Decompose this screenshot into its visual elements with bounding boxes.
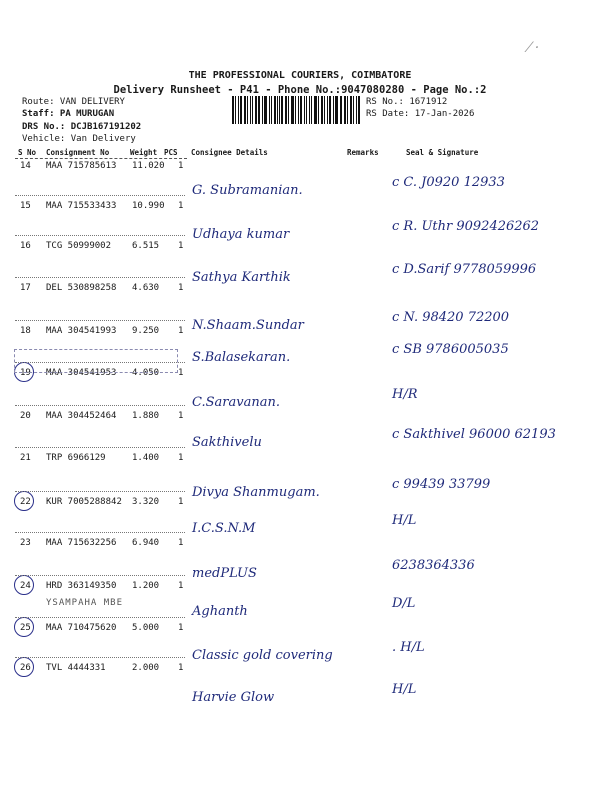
row-pcs: 1 <box>178 453 184 463</box>
row-divider <box>15 617 185 618</box>
vehicle-label: Vehicle: Van Delivery <box>22 134 136 144</box>
consignee-handwriting: Harvie Glow <box>192 690 275 705</box>
row-sno: 26 <box>20 663 31 673</box>
row-weight: 5.000 <box>132 623 160 633</box>
row-sno: 25 <box>20 623 31 633</box>
row-consignment-no: HRD 363149350 <box>46 581 117 591</box>
consignee-handwriting: Classic gold covering <box>192 648 333 663</box>
barcode <box>232 96 362 124</box>
row-sno: 22 <box>20 497 31 507</box>
consignee-handwriting: Sakthivelu <box>192 435 262 450</box>
barcode-bar <box>318 96 319 124</box>
row-pcs: 1 <box>178 581 184 591</box>
row-pcs: 1 <box>178 623 184 633</box>
row-divider <box>15 491 185 492</box>
barcode-bar <box>309 96 310 124</box>
barcode-bar <box>298 96 299 124</box>
rs-date: RS Date: 17-Jan-2026 <box>366 109 475 119</box>
consignee-handwriting: N.Shaam.Sundar <box>192 318 304 333</box>
barcode-bar <box>250 96 251 124</box>
barcode-bar <box>274 96 276 124</box>
row-sno: 21 <box>20 453 31 463</box>
barcode-bar <box>291 96 294 124</box>
row-weight: 1.880 <box>132 411 160 421</box>
signature-handwriting: D/L <box>392 596 416 611</box>
barcode-bar <box>358 96 360 124</box>
corner-mark: ⁄ · <box>528 40 540 56</box>
barcode-bar <box>262 96 263 124</box>
row-weight: 2.000 <box>132 663 160 673</box>
barcode-bar <box>344 96 346 124</box>
row-divider <box>15 277 185 278</box>
row-consignment-no: KUR 7005288842 <box>46 497 122 507</box>
circle-mark <box>14 491 34 511</box>
barcode-bar <box>240 96 242 124</box>
row-pcs: 1 <box>178 201 184 211</box>
row-weight: 1.200 <box>132 581 160 591</box>
row-weight: 6.940 <box>132 538 160 548</box>
row-consignment-no: TVL 4444331 <box>46 663 106 673</box>
row-consignment-no: TRP 6966129 <box>46 453 106 463</box>
staff-label: Staff: PA MURUGAN <box>22 109 115 119</box>
row-sno: 17 <box>20 283 31 293</box>
row-consignment-no: MAA 715785613 <box>46 161 117 171</box>
row-sno: 23 <box>20 538 31 548</box>
row-divider <box>15 532 185 533</box>
row-sno: 18 <box>20 326 31 336</box>
barcode-bar <box>244 96 247 124</box>
row-pcs: 1 <box>178 663 184 673</box>
barcode-bar <box>341 96 342 124</box>
signature-handwriting: H/L <box>392 682 417 697</box>
signature-handwriting: . H/L <box>392 640 425 655</box>
row-divider <box>15 320 185 321</box>
barcode-bar <box>279 96 280 124</box>
signature-handwriting: c C. J0920 12933 <box>392 175 505 190</box>
route-label: Route: VAN DELIVERY <box>22 97 125 107</box>
barcode-bar <box>235 96 236 124</box>
row-consignment-no: MAA 304541993 <box>46 326 117 336</box>
signature-handwriting: c R. Uthr 9092426262 <box>392 219 540 234</box>
col-consignee: Consignee Details <box>191 148 268 157</box>
barcode-bar <box>232 96 234 124</box>
consignee-handwriting: Divya Shanmugam. <box>192 485 320 500</box>
barcode-bar <box>238 96 239 124</box>
row-sno: 20 <box>20 411 31 421</box>
row-divider <box>15 405 185 406</box>
barcode-bar <box>271 96 272 124</box>
runsheet-title: Delivery Runsheet - P41 - Phone No.:9047080280 - Page No.:2 <box>113 84 487 96</box>
barcode-bar <box>277 96 278 124</box>
row-pcs: 1 <box>178 497 184 507</box>
row-sno: 19 <box>20 368 31 378</box>
barcode-bar <box>281 96 283 124</box>
barcode-bar <box>252 96 253 124</box>
signature-handwriting: H/L <box>392 513 417 528</box>
col-weight: Weight <box>130 148 158 157</box>
barcode-bar <box>350 96 352 124</box>
rs-number: RS No.: 1671912 <box>366 97 448 107</box>
col-sno: S No <box>18 148 37 157</box>
row-pcs: 1 <box>178 411 184 421</box>
row-sno: 16 <box>20 241 31 251</box>
row-weight: 4.050 <box>132 368 160 378</box>
row-sno: 15 <box>20 201 31 211</box>
row-weight: 10.990 <box>132 201 165 211</box>
company-title: THE PROFESSIONAL COURIERS, COIMBATORE <box>188 70 412 81</box>
signature-handwriting: 6238364336 <box>392 558 475 573</box>
barcode-bar <box>295 96 296 124</box>
col-consignment: Consignment No <box>46 148 110 157</box>
row-pcs: 1 <box>178 368 184 378</box>
row-pcs: 1 <box>178 538 184 548</box>
row-divider <box>15 235 185 236</box>
barcode-bar <box>258 96 260 124</box>
row-weight: 3.320 <box>132 497 160 507</box>
barcode-bar <box>356 96 357 124</box>
barcode-bar <box>327 96 328 124</box>
row-consignment-no: MAA 710475620 <box>46 623 117 633</box>
barcode-bar <box>306 96 308 124</box>
barcode-bar <box>340 96 341 124</box>
signature-handwriting: H/R <box>392 387 418 402</box>
signature-handwriting: c SB 9786005035 <box>392 342 509 357</box>
row-consignment-no: MAA 304452464 <box>46 411 117 421</box>
barcode-bar <box>311 96 312 124</box>
circle-mark <box>14 575 34 595</box>
consignee-handwriting: S.Balasekaran. <box>192 350 291 365</box>
row-divider <box>15 195 185 196</box>
consignee-handwriting: G. Subramanian. <box>192 183 303 198</box>
barcode-bar <box>300 96 302 124</box>
row-sno: 14 <box>20 161 31 171</box>
barcode-bar <box>304 96 305 124</box>
barcode-bar <box>329 96 331 124</box>
row-weight: 9.250 <box>132 326 160 336</box>
barcode-bar <box>353 96 354 124</box>
barcode-bar <box>264 96 267 124</box>
row-consignment-no: MAA 304541953 <box>46 368 117 378</box>
consignee-handwriting: Udhaya kumar <box>192 227 290 242</box>
barcode-bar <box>324 96 325 124</box>
row-weight: 6.515 <box>132 241 160 251</box>
circle-mark <box>14 617 34 637</box>
barcode-bar <box>285 96 287 124</box>
barcode-bar <box>321 96 323 124</box>
col-remarks: Remarks <box>347 148 379 157</box>
row-pcs: 1 <box>178 241 184 251</box>
consignee-handwriting: Sathya Karthik <box>192 270 291 285</box>
faded-stamp <box>14 349 178 373</box>
row-sno: 24 <box>20 581 31 591</box>
consignee-handwriting: medPLUS <box>192 566 257 581</box>
barcode-bar <box>347 96 348 124</box>
consignee-handwriting: C.Saravanan. <box>192 395 280 410</box>
row-consignment-no: DEL 530898258 <box>46 283 117 293</box>
barcode-bar <box>288 96 289 124</box>
barcode-bar <box>255 96 257 124</box>
barcode-bar <box>335 96 338 124</box>
row-consignment-no: MAA 715632256 <box>46 538 117 548</box>
consignee-handwriting: Aghanth <box>192 604 248 619</box>
signature-handwriting: c N. 98420 72200 <box>392 310 510 325</box>
signature-handwriting: c Sakthivel 96000 62193 <box>392 427 556 442</box>
col-pcs: PCS <box>164 148 178 157</box>
row-weight: 4.630 <box>132 283 160 293</box>
row-pcs: 1 <box>178 283 184 293</box>
row-pcs: 1 <box>178 326 184 336</box>
row-consignment-no: TCG 50999002 <box>46 241 112 251</box>
row-weight: 11.020 <box>132 161 165 171</box>
circle-mark <box>14 657 34 677</box>
row-pcs: 1 <box>178 161 184 171</box>
barcode-bar <box>247 96 248 124</box>
barcode-bar <box>269 96 270 124</box>
row-divider <box>15 575 185 576</box>
barcode-bar <box>314 96 317 124</box>
signature-handwriting: c D.Sarif 9778059996 <box>392 262 537 277</box>
drs-number: DRS No.: DCJB167191202 <box>22 122 142 132</box>
signature-handwriting: c 99439 33799 <box>392 477 491 492</box>
barcode-bar <box>333 96 334 124</box>
row-weight: 1.400 <box>132 453 160 463</box>
col-seal: Seal & Signature <box>406 148 479 157</box>
consignee-handwriting: I.C.S.N.M <box>192 521 256 536</box>
header-divider <box>15 158 187 159</box>
row-divider <box>15 657 185 658</box>
row-divider <box>15 447 185 448</box>
row-consignment-no: MAA 715533433 <box>46 201 117 211</box>
stamp-mirror-text: YSAMPAHA MBE <box>46 598 124 608</box>
